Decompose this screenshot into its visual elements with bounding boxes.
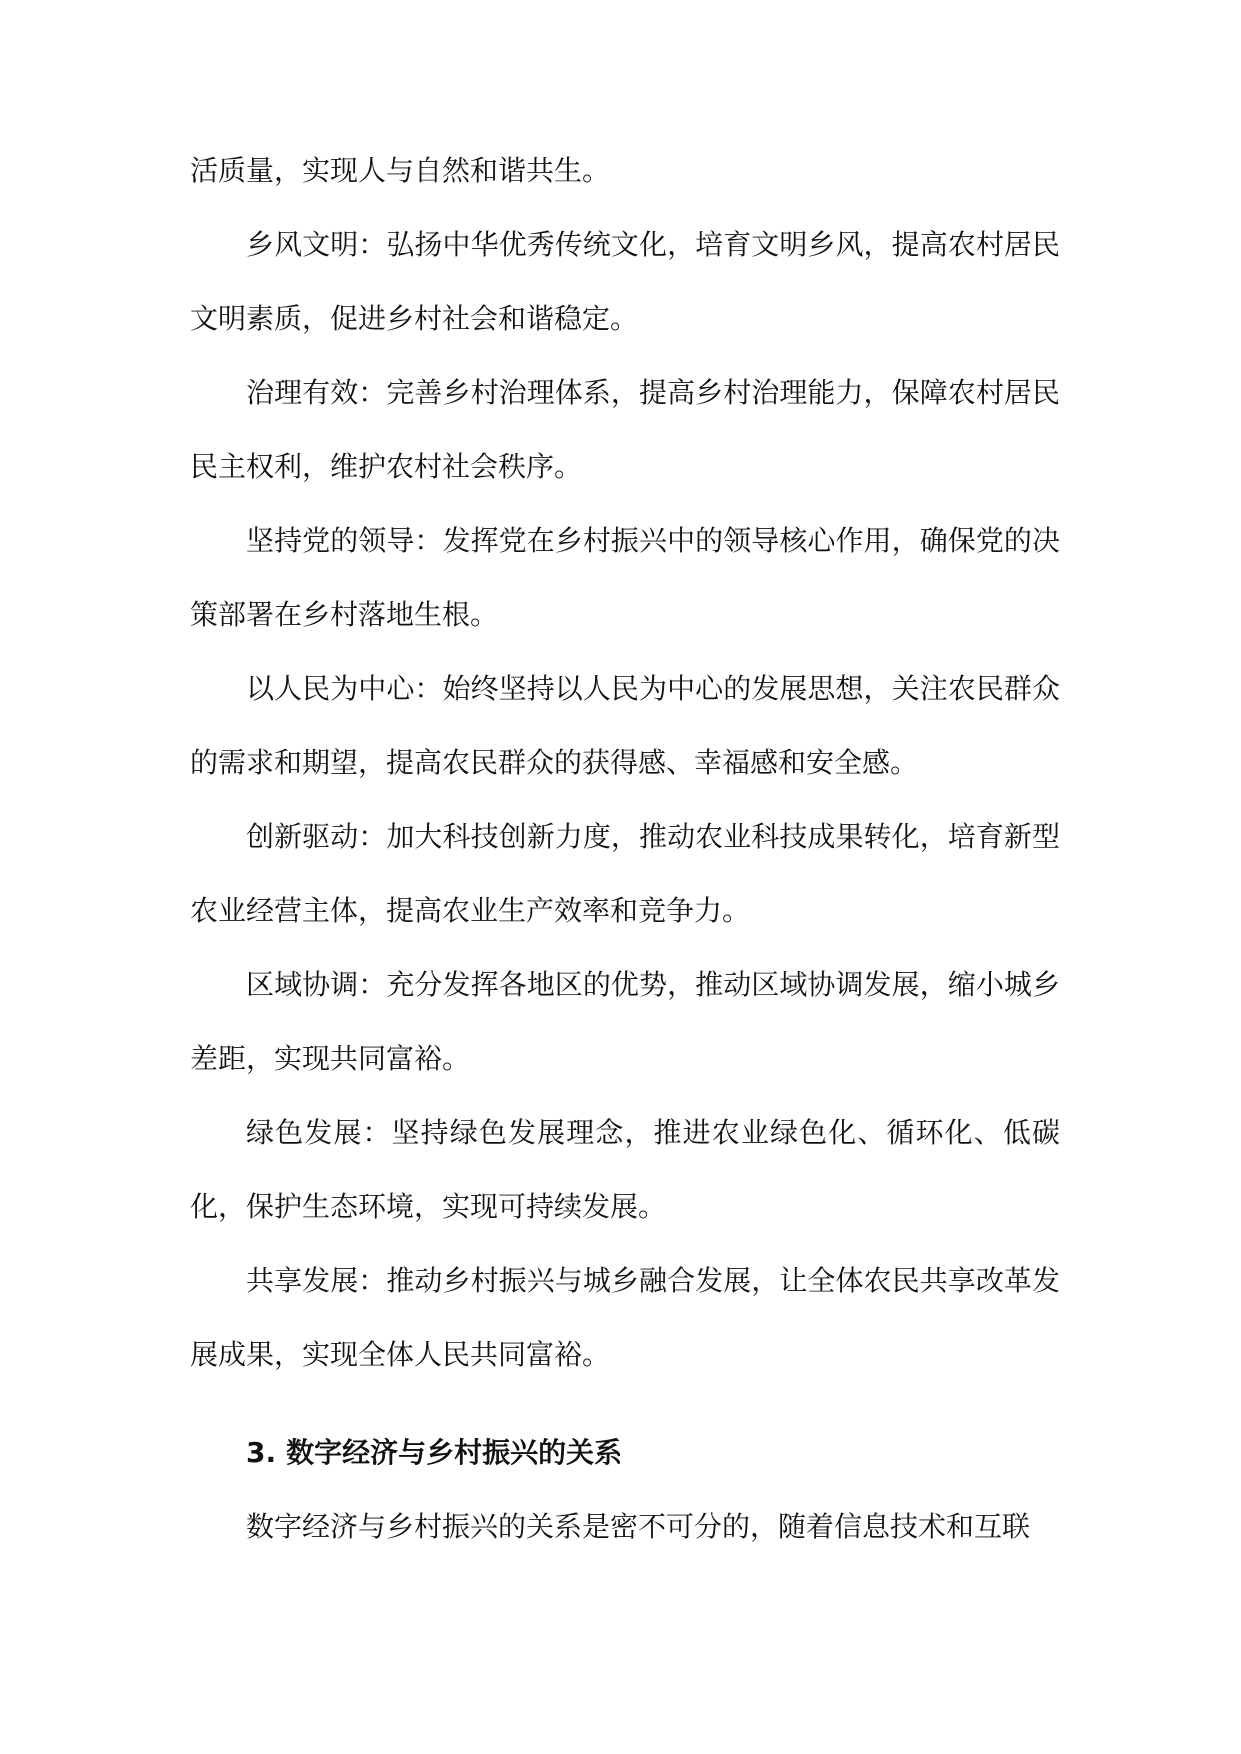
paragraph-people-centered: 以人民为中心：始终坚持以人民为中心的发展思想，关注农民群众的需求和期望，提高农民群众的获得感、幸福感和安全感。 [190,672,1060,779]
section-title: 数字经济与乡村振兴的关系 [286,1436,623,1469]
paragraph-regional-coordination: 区域协调：充分发挥各地区的优势，推动区域协调发展，缩小城乡差距，实现共同富裕。 [190,968,1060,1075]
paragraph-party-leadership: 坚持党的领导：发挥党在乡村振兴中的领导核心作用，确保党的决策部署在乡村落地生根。 [190,524,1060,631]
paragraph-innovation-driven: 创新驱动：加大科技创新力度，推动农业科技成果转化，培育新型农业经营主体，提高农业生产效率和竞争力。 [190,820,1060,927]
paragraph-green-development: 绿色发展：坚持绿色发展理念，推进农业绿色化、循环化、低碳化，保护生态环境，实现可持续发展。 [190,1116,1060,1223]
paragraph-shared-development: 共享发展：推动乡村振兴与城乡融合发展，让全体农民共享改革发展成果，实现全体人民共同富裕。 [190,1264,1060,1371]
paragraph-continuation: 活质量，实现人与自然和谐共生。 [190,154,611,187]
paragraph-rural-civilization: 乡风文明：弘扬中华优秀传统文化，培育文明乡风，提高农村居民文明素质，促进乡村社会和谐稳定。 [190,228,1060,335]
section-number: 3. [246,1436,277,1469]
paragraph-digital-economy: 数字经济与乡村振兴的关系是密不可分的，随着信息技术和互联 [246,1510,1031,1543]
document-body [190,134,1060,1564]
section-heading [190,1416,1060,1490]
paragraph-effective-governance: 治理有效：完善乡村治理体系，提高乡村治理能力，保障农村居民民主权利，维护农村社会秩序。 [190,376,1060,483]
